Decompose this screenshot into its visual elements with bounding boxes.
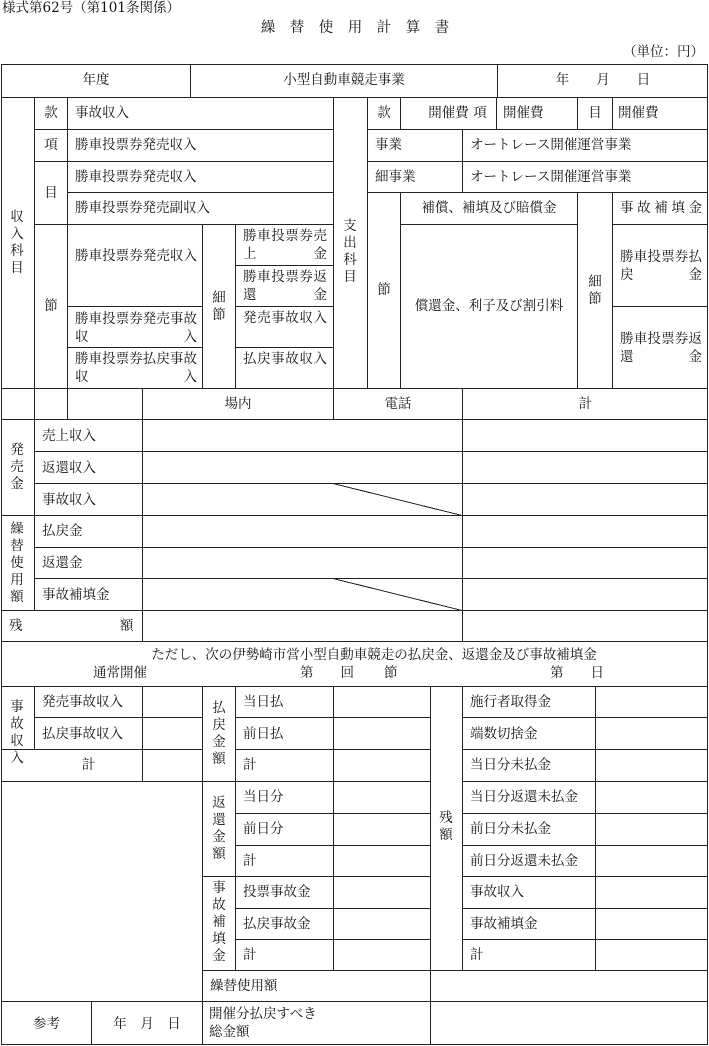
tsujo-kaisai: 通常開催 — [93, 665, 147, 681]
income-saisetsu-4: 払戻事故収入 — [243, 351, 327, 367]
dai-kai: 第 回 — [300, 665, 354, 681]
expense-saisetsu-2: 勝車投票券払戻金 — [620, 249, 702, 283]
haraimodoshi-jikokin: 払戻事故金 — [243, 916, 311, 932]
expense-kan-label: 款 — [377, 105, 391, 121]
expense-kou-value: 開催費 — [503, 105, 544, 121]
jiko-shunyu-label: 事故収入 — [10, 699, 24, 766]
income-moku-value-2: 勝車投票券発売副収入 — [75, 200, 210, 216]
r-tojitsu-henkan-mibarai: 当日分返還未払金 — [470, 789, 578, 805]
row-henkan-shunyu: 返還収入 — [42, 460, 96, 476]
expense-setsu-2: 償還金、利子及び割引料 — [414, 298, 564, 314]
expense-saisetsu-label: 細節 — [588, 274, 602, 307]
col-jonai: 場内 — [224, 396, 252, 412]
jigyo-name: 小型自動車競走事業 — [283, 72, 405, 88]
expense-saisetsu-1: 事故補填金 — [620, 200, 702, 216]
income-setsu-3: 勝車投票券払戻事故収入 — [75, 351, 197, 385]
expense-saisetsu-3: 勝車投票券返還金 — [620, 331, 702, 365]
setsu-label: 節 — [384, 665, 398, 681]
zenjitsu-barai: 前日払 — [243, 726, 284, 742]
income-moku-label: 目 — [44, 185, 58, 201]
income-saisetsu-3: 発売事故収入 — [243, 310, 327, 326]
haraimodoshi-kei: 計 — [243, 757, 257, 773]
hatsubai-label: 発売金 — [10, 442, 24, 492]
income-setsu-1: 勝車投票券発売収入 — [75, 248, 197, 264]
kaisai-bun-label: 開催分払戻すべき総金額 — [209, 1006, 317, 1040]
row-henkan: 返還金 — [42, 555, 83, 571]
r-kei: 計 — [470, 947, 484, 963]
jiko-hotenkin-label: 事故補填金 — [212, 880, 226, 964]
unit-label: （単位：円） — [623, 44, 704, 60]
expense-moku-label: 目 — [588, 105, 602, 121]
expense-setsu-label: 節 — [377, 282, 391, 298]
page-title: 繰 替 使 用 計 算 書 — [260, 20, 450, 36]
income-label: 収入科目 — [10, 209, 24, 276]
col-denwa: 電話 — [384, 396, 412, 412]
income-saisetsu-label: 細節 — [212, 290, 226, 323]
form-number: 様式第62号（第101条関係） — [2, 0, 180, 16]
r-zenjitsu-henkan-mibarai: 前日分返還未払金 — [470, 853, 578, 869]
r-zenjitsu-mibarai: 前日分未払金 — [470, 821, 551, 837]
hoten-kei: 計 — [243, 947, 257, 963]
income-setsu-2: 勝車投票券発売事故収入 — [75, 311, 197, 345]
expense-label: 支出科目 — [343, 218, 357, 285]
expense-saijigyo-label: 細事業 — [375, 169, 416, 185]
sanko-label: 参考 — [33, 1016, 60, 1032]
kurikae-shiyo-label: 繰替使用額 — [210, 978, 278, 994]
r-jiko-shunyu: 事故収入 — [470, 884, 524, 900]
tohyo-jikokin: 投票事故金 — [243, 884, 311, 900]
expense-kan-value: 開催費 — [428, 105, 469, 121]
r-jiko-hoten: 事故補填金 — [470, 916, 538, 932]
row-haraimodoshi: 払戻金 — [42, 523, 83, 539]
income-saisetsu-1: 勝車投票券売上金 — [243, 228, 327, 262]
income-kan-value: 事故収入 — [75, 105, 129, 121]
expense-kou-label: 項 — [473, 105, 487, 121]
gaku-label: 額 — [120, 618, 134, 634]
zan-label: 残 — [9, 618, 23, 634]
row-jiko-hoten: 事故補填金 — [42, 587, 110, 603]
income-saisetsu-2: 勝車投票券返還金 — [243, 269, 327, 303]
r-hasu: 端数切捨金 — [470, 726, 538, 742]
hatsubai-jiko-label: 発売事故収入 — [42, 694, 123, 710]
expense-jigyo-value: オートレース開催運営事業 — [470, 137, 632, 153]
jiko-kei-label: 計 — [81, 757, 96, 773]
nendo-label: 年度 — [82, 72, 110, 88]
haraimodoshi-jiko-label: 払戻事故収入 — [42, 726, 123, 742]
expense-setsu-1: 補償、補填及び賠償金 — [421, 200, 557, 216]
date-field: 年 月 日 — [555, 72, 651, 88]
income-moku-value-1: 勝車投票券発売収入 — [75, 169, 197, 185]
expense-moku-value: 開催費 — [618, 105, 659, 121]
expense-jigyo-label: 事業 — [375, 137, 402, 153]
haraimodoshi-gaku-label: 払戻金額 — [212, 700, 226, 767]
income-kou-value: 勝車投票券発売収入 — [75, 137, 197, 153]
col-kei: 計 — [578, 396, 593, 412]
sanko-date: 年 月 日 — [113, 1016, 181, 1032]
tojitsu-bun: 当日分 — [243, 789, 284, 805]
zenjitsu-bun: 前日分 — [243, 821, 284, 837]
dai-nichi: 第 日 — [550, 665, 604, 681]
r-tojitsu-mibarai: 当日分未払金 — [470, 757, 551, 773]
tojitsu-barai: 当日払 — [243, 694, 284, 710]
income-setsu-label: 節 — [44, 298, 58, 314]
kurikae-label: 繰替使用額 — [10, 521, 24, 605]
zangaku-label: 残額 — [439, 810, 453, 843]
henkan-gaku-label: 返還金額 — [212, 795, 226, 862]
henkan-kei: 計 — [243, 853, 257, 869]
row-jiko-shunyu: 事故収入 — [42, 492, 96, 508]
expense-saijigyo-value: オートレース開催運営事業 — [470, 169, 632, 185]
r-shikosha: 施行者取得金 — [470, 694, 551, 710]
income-kou-label: 項 — [44, 137, 58, 153]
income-kan-label: 款 — [44, 105, 58, 121]
row-uriage: 売上収入 — [42, 428, 96, 444]
tadashi-line: ただし、次の伊勢崎市営小型自動車競走の払戻金、返還金及び事故補填金 — [151, 647, 597, 663]
